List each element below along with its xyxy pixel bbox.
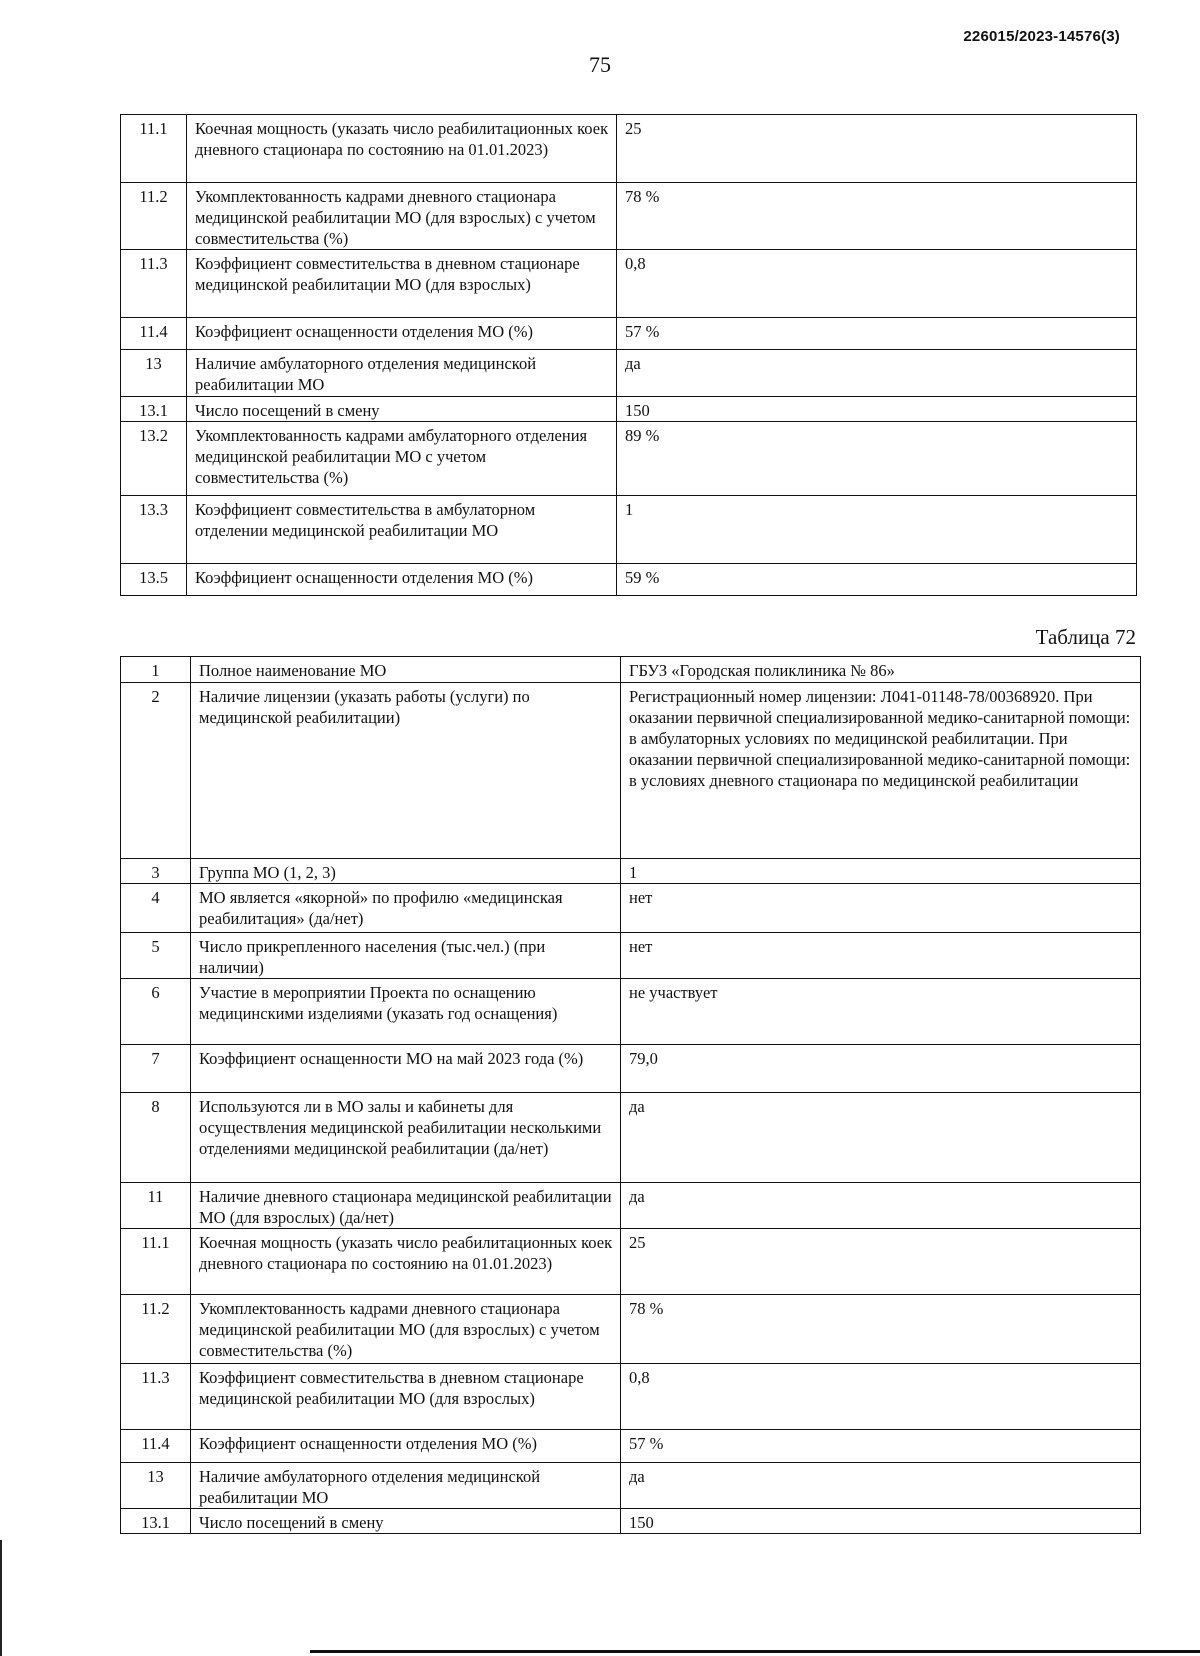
row-label: МО является «якорной» по профилю «медицинская реабилитация» (да/нет) bbox=[191, 884, 621, 933]
row-label: Полное наименование МО bbox=[191, 657, 621, 683]
page-number: 75 bbox=[589, 52, 611, 77]
table-row bbox=[121, 1045, 1141, 1093]
row-value: 150 bbox=[617, 397, 1137, 422]
row-value: Регистрационный номер лицензии: Л041-01148-78/00368920. При оказании первичной специализированной медико-санитарной помощи: в амбулаторных условиях по медицинской реабилитации. При оказании первичной специализированной медико-санитарной помощи: в условиях дневного стационара по медицинской реабилитации bbox=[621, 683, 1141, 859]
row-value: 57 % bbox=[617, 318, 1137, 350]
row-number: 2 bbox=[121, 683, 191, 859]
table-row bbox=[121, 422, 1137, 496]
row-label: Число посещений в смену bbox=[191, 1509, 621, 1534]
row-number: 13.1 bbox=[121, 1509, 191, 1534]
row-label: Группа МО (1, 2, 3) bbox=[191, 859, 621, 884]
row-number: 6 bbox=[121, 979, 191, 1045]
table-row bbox=[121, 115, 1137, 183]
row-number: 11.1 bbox=[121, 115, 187, 183]
table-row bbox=[121, 496, 1137, 564]
row-number: 11.1 bbox=[121, 1229, 191, 1295]
row-value: 150 bbox=[621, 1509, 1141, 1534]
row-number: 13 bbox=[121, 350, 187, 397]
table-row bbox=[121, 1463, 1141, 1509]
row-value: да bbox=[617, 350, 1137, 397]
row-number: 11.4 bbox=[121, 318, 187, 350]
table-continuation bbox=[120, 114, 1137, 596]
table-row bbox=[121, 1364, 1141, 1430]
row-label: Число посещений в смену bbox=[187, 397, 617, 422]
document-registration-number: 226015/2023-14576(3) bbox=[963, 28, 1120, 45]
row-value: нет bbox=[621, 884, 1141, 933]
table-row bbox=[121, 979, 1141, 1045]
table-row bbox=[121, 350, 1137, 397]
row-number: 7 bbox=[121, 1045, 191, 1093]
scan-edge-line bbox=[0, 1540, 2, 1656]
row-label: Наличие амбулаторного отделения медицинской реабилитации МО bbox=[187, 350, 617, 397]
bottom-rule bbox=[310, 1650, 1200, 1653]
table-row bbox=[121, 859, 1141, 884]
row-value: 1 bbox=[617, 496, 1137, 564]
table-row bbox=[121, 1430, 1141, 1463]
row-number: 13.2 bbox=[121, 422, 187, 496]
table-row bbox=[121, 183, 1137, 250]
row-label: Укомплектованность кадрами амбулаторного отделения медицинской реабилитации МО с учетом совместительства (%) bbox=[187, 422, 617, 496]
row-number: 13.3 bbox=[121, 496, 187, 564]
table-row bbox=[121, 933, 1141, 979]
row-number: 4 bbox=[121, 884, 191, 933]
table-row bbox=[121, 564, 1137, 596]
row-number: 1 bbox=[121, 657, 191, 683]
row-number: 13.5 bbox=[121, 564, 187, 596]
row-label: Коэффициент совместительства в амбулаторном отделении медицинской реабилитации МО bbox=[187, 496, 617, 564]
row-value: да bbox=[621, 1463, 1141, 1509]
row-number: 11.3 bbox=[121, 250, 187, 318]
table-row bbox=[121, 683, 1141, 859]
row-label: Коэффициент оснащенности отделения МО (%) bbox=[187, 318, 617, 350]
row-label: Участие в мероприятии Проекта по оснащению медицинскими изделиями (указать год оснащения) bbox=[191, 979, 621, 1045]
table-row bbox=[121, 884, 1141, 933]
table-row bbox=[121, 1229, 1141, 1295]
row-label: Коэффициент совместительства в дневном стационаре медицинской реабилитации МО (для взрослых) bbox=[191, 1364, 621, 1430]
table-row bbox=[121, 1295, 1141, 1364]
row-label: Коэффициент оснащенности отделения МО (%) bbox=[191, 1430, 621, 1463]
row-value: 59 % bbox=[617, 564, 1137, 596]
row-value: 79,0 bbox=[621, 1045, 1141, 1093]
row-label: Коэффициент совместительства в дневном стационаре медицинской реабилитации МО (для взрослых) bbox=[187, 250, 617, 318]
row-value: нет bbox=[621, 933, 1141, 979]
row-number: 11.2 bbox=[121, 183, 187, 250]
row-label: Укомплектованность кадрами дневного стационара медицинской реабилитации МО (для взрослых) с учетом совместительства (%) bbox=[191, 1295, 621, 1364]
table-row bbox=[121, 397, 1137, 422]
row-value: 25 bbox=[621, 1229, 1141, 1295]
row-label: Коечная мощность (указать число реабилитационных коек дневного стационара по состоянию на 01.01.2023) bbox=[187, 115, 617, 183]
row-value: ГБУЗ «Городская поликлиника № 86» bbox=[621, 657, 1141, 683]
table-row bbox=[121, 318, 1137, 350]
table-row bbox=[121, 657, 1141, 683]
row-value: да bbox=[621, 1093, 1141, 1183]
row-label: Наличие амбулаторного отделения медицинской реабилитации МО bbox=[191, 1463, 621, 1509]
row-label: Коэффициент оснащенности отделения МО (%) bbox=[187, 564, 617, 596]
row-label: Используются ли в МО залы и кабинеты для осуществления медицинской реабилитации несколькими отделениями медицинской реабилитации (да/нет) bbox=[191, 1093, 621, 1183]
row-value: да bbox=[621, 1183, 1141, 1229]
row-value: 0,8 bbox=[621, 1364, 1141, 1430]
row-number: 5 bbox=[121, 933, 191, 979]
row-value: 1 bbox=[621, 859, 1141, 884]
row-number: 13 bbox=[121, 1463, 191, 1509]
row-value: 78 % bbox=[617, 183, 1137, 250]
row-value: 25 bbox=[617, 115, 1137, 183]
row-label: Наличие лицензии (указать работы (услуги) по медицинской реабилитации) bbox=[191, 683, 621, 859]
row-value: 57 % bbox=[621, 1430, 1141, 1463]
row-number: 11.4 bbox=[121, 1430, 191, 1463]
table-row bbox=[121, 250, 1137, 318]
table-row bbox=[121, 1509, 1141, 1534]
row-number: 3 bbox=[121, 859, 191, 884]
table-row bbox=[121, 1093, 1141, 1183]
table-row bbox=[121, 1183, 1141, 1229]
row-value: не участвует bbox=[621, 979, 1141, 1045]
row-value: 0,8 bbox=[617, 250, 1137, 318]
row-value: 78 % bbox=[621, 1295, 1141, 1364]
table-caption: Таблица 72 bbox=[1035, 625, 1136, 649]
row-label: Коэффициент оснащенности МО на май 2023 года (%) bbox=[191, 1045, 621, 1093]
row-number: 11.3 bbox=[121, 1364, 191, 1430]
table-72 bbox=[120, 656, 1141, 1534]
row-number: 11 bbox=[121, 1183, 191, 1229]
row-number: 8 bbox=[121, 1093, 191, 1183]
row-number: 11.2 bbox=[121, 1295, 191, 1364]
row-label: Укомплектованность кадрами дневного стационара медицинской реабилитации МО (для взрослых) с учетом совместительства (%) bbox=[187, 183, 617, 250]
row-label: Число прикрепленного населения (тыс.чел.) (при наличии) bbox=[191, 933, 621, 979]
row-label: Наличие дневного стационара медицинской реабилитации МО (для взрослых) (да/нет) bbox=[191, 1183, 621, 1229]
row-label: Коечная мощность (указать число реабилитационных коек дневного стационара по состоянию на 01.01.2023) bbox=[191, 1229, 621, 1295]
row-number: 13.1 bbox=[121, 397, 187, 422]
row-value: 89 % bbox=[617, 422, 1137, 496]
